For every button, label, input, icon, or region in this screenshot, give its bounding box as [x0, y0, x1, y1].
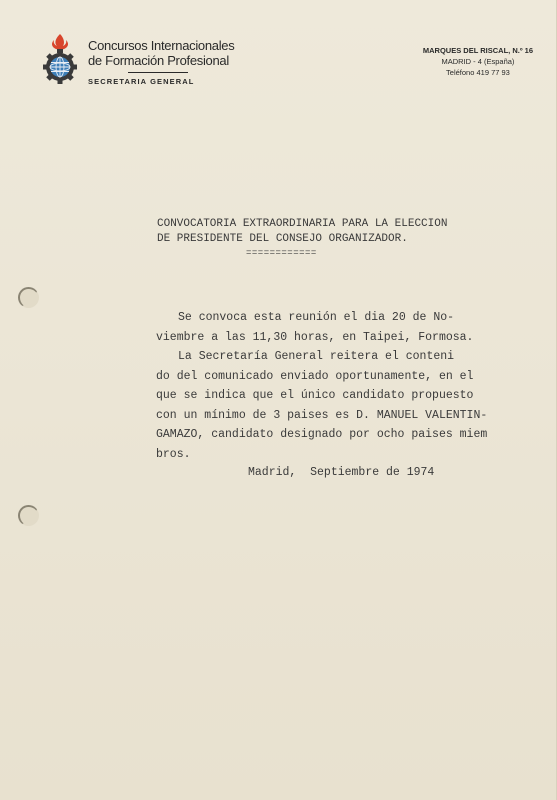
punch-hole-bottom	[18, 505, 39, 526]
punch-hole-top	[18, 287, 39, 308]
address-city: MADRID - 4 (España)	[441, 57, 515, 66]
address-phone: Teléfono 419 77 93	[446, 68, 510, 77]
address-block	[423, 45, 533, 78]
org-name-line1: Concursos Internacionales	[88, 38, 235, 53]
organization-name	[88, 38, 234, 86]
flame-gear-globe-logo-icon	[40, 32, 80, 84]
body-line: do del comunicado enviado oportunamente, en el	[156, 369, 474, 383]
org-divider	[128, 72, 188, 73]
title-line2: DE PRESIDENTE DEL CONSEJO ORGANIZADOR.	[157, 233, 408, 245]
body-line: La Secretaría General reitera el conteni	[178, 350, 455, 363]
body-line: GAMAZO, candidato designado por ocho paises miem	[156, 428, 488, 441]
title-line1: CONVOCATORIA EXTRAORDINARIA PARA LA ELECCION	[157, 218, 448, 230]
body-line: con un mínimo de 3 paises es D. MANUEL VALENTIN-	[156, 408, 488, 422]
body-line: bros.	[156, 447, 191, 461]
title-underline: ============	[246, 248, 317, 258]
body-line: Se convoca esta reunión el dia 20 de No-	[178, 311, 455, 324]
org-name-line2: de Formación Profesional	[88, 53, 229, 68]
document-title	[157, 217, 447, 247]
body-line: viembre a las 11,30 horas, en Taipei, Formosa.	[156, 330, 474, 344]
secretariat-label: SECRETARIA GENERAL	[88, 77, 195, 86]
address-street: MARQUES DEL RISCAL, N.º 16	[422, 46, 533, 55]
date-line: Madrid, Septiembre de 1974	[248, 466, 435, 479]
body-paragraphs	[156, 308, 518, 464]
body-line: que se indica que el único candidato propuesto	[156, 389, 474, 402]
